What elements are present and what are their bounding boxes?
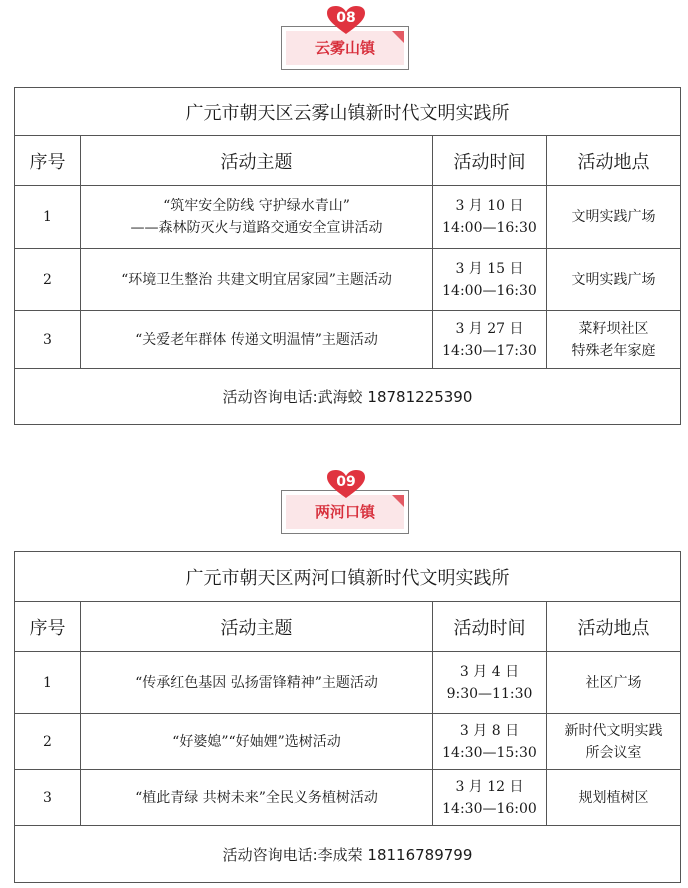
row-time: 3 月 10 日 14:00—16:30 — [433, 186, 547, 249]
row-theme: “植此青绿 共树未来”全民义务植树活动 — [81, 770, 433, 826]
row-time: 3 月 8 日 14:30—15:30 — [433, 714, 547, 770]
row-theme: “环境卫生整治 共建文明宜居家园”主题活动 — [81, 249, 433, 311]
town-badge — [281, 6, 411, 70]
row-time: 3 月 4 日 9:30—11:30 — [433, 652, 547, 714]
row-no: 3 — [15, 770, 81, 826]
table-row — [15, 186, 681, 249]
row-no: 1 — [15, 186, 81, 249]
row-theme: “传承红色基因 弘扬雷锋精神”主题活动 — [81, 652, 433, 714]
contact-info: 活动咨询电话:李成荣 18116789799 — [15, 826, 681, 883]
table-title: 广元市朝天区两河口镇新时代文明实践所 — [15, 552, 681, 602]
contact-info: 活动咨询电话:武海蛟 18781225390 — [15, 369, 681, 425]
row-theme: “好婆媳”“好妯娌”选树活动 — [81, 714, 433, 770]
header-time: 活动时间 — [433, 136, 547, 186]
activity-table — [14, 551, 681, 883]
row-place: 菜籽坝社区 特殊老年家庭 — [547, 311, 681, 369]
row-no: 3 — [15, 311, 81, 369]
header-theme: 活动主题 — [81, 602, 433, 652]
table-row — [15, 770, 681, 826]
row-time: 3 月 27 日 14:30—17:30 — [433, 311, 547, 369]
table-row — [15, 311, 681, 369]
row-place: 文明实践广场 — [547, 249, 681, 311]
row-place: 规划植树区 — [547, 770, 681, 826]
table-row — [15, 652, 681, 714]
header-place: 活动地点 — [547, 136, 681, 186]
row-time: 3 月 15 日 14:00—16:30 — [433, 249, 547, 311]
town-badge — [281, 470, 411, 534]
row-place: 文明实践广场 — [547, 186, 681, 249]
row-no: 2 — [15, 249, 81, 311]
header-no: 序号 — [15, 136, 81, 186]
row-no: 2 — [15, 714, 81, 770]
header-place: 活动地点 — [547, 602, 681, 652]
table-title: 广元市朝天区云雾山镇新时代文明实践所 — [15, 88, 681, 136]
section-number: 09 — [336, 474, 356, 490]
row-place: 社区广场 — [547, 652, 681, 714]
section-number: 08 — [336, 10, 356, 26]
table-row — [15, 714, 681, 770]
row-no: 1 — [15, 652, 81, 714]
table-row — [15, 249, 681, 311]
town-name: 两河口镇 — [314, 503, 375, 521]
header-theme: 活动主题 — [81, 136, 433, 186]
row-theme: “关爱老年群体 传递文明温情”主题活动 — [81, 311, 433, 369]
row-time: 3 月 12 日 14:30—16:00 — [433, 770, 547, 826]
town-name: 云雾山镇 — [314, 39, 375, 57]
header-time: 活动时间 — [433, 602, 547, 652]
row-theme: “筑牢安全防线 守护绿水青山” ——森林防灭火与道路交通安全宣讲活动 — [81, 186, 433, 249]
activity-table — [14, 87, 681, 425]
row-place: 新时代文明实践 所会议室 — [547, 714, 681, 770]
header-no: 序号 — [15, 602, 81, 652]
